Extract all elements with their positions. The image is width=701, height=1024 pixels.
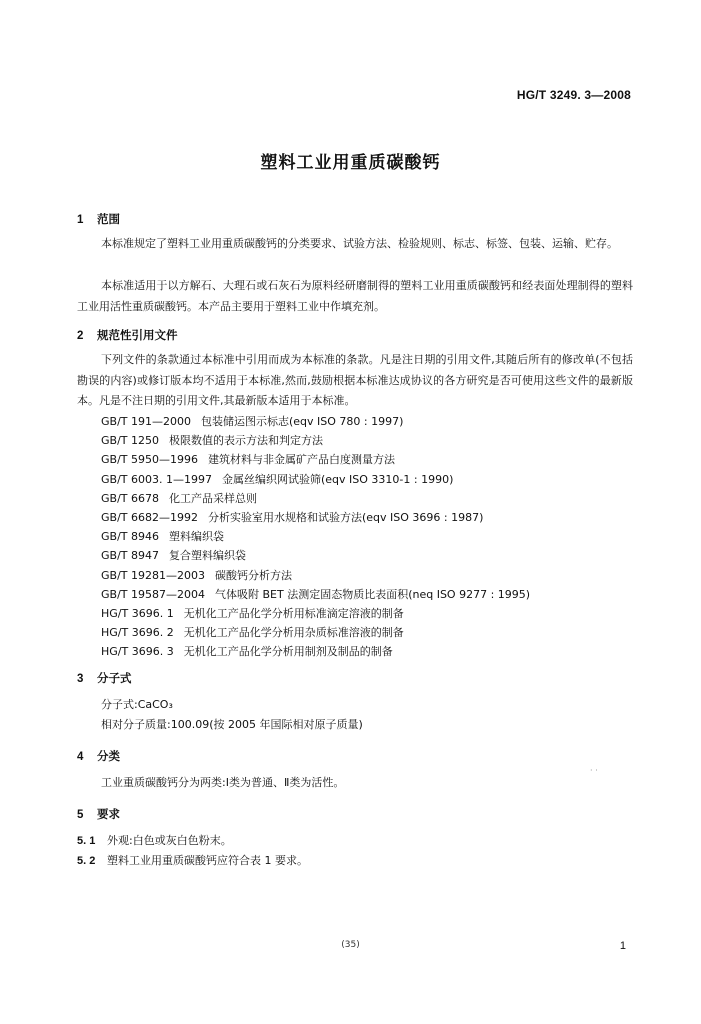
reference-item bbox=[101, 605, 404, 621]
molecular-formula: 分子式:CaCO₃ bbox=[101, 698, 173, 711]
reference-item bbox=[101, 471, 453, 487]
clause-text: 外观:白色或灰白色粉末。 bbox=[107, 834, 232, 847]
clause-number: 5. 1 bbox=[77, 835, 96, 847]
reference-code: HG/T 3696. 1 bbox=[101, 607, 174, 620]
page-number: 1 bbox=[619, 940, 626, 952]
section-1-paragraph-1: 本标准规定了塑料工业用重质碳酸钙的分类要求、试验方法、检验规则、标志、标签、包装、运输、贮存。 bbox=[101, 237, 618, 250]
reference-title: 塑料编织袋 bbox=[169, 530, 224, 544]
reference-title: 复合塑料编织袋 bbox=[169, 549, 246, 563]
reference-code: GB/T 1250 bbox=[101, 434, 159, 448]
reference-title: 金属丝编织网试验筛(eqv ISO 3310-1 : 1990) bbox=[221, 472, 454, 486]
reference-title: 化工产品采样总则 bbox=[169, 491, 257, 505]
reference-item bbox=[101, 624, 404, 640]
reference-item bbox=[101, 413, 403, 429]
reference-item bbox=[101, 528, 224, 544]
reference-item bbox=[101, 547, 246, 563]
reference-title: 建筑材料与非金属矿产品白度测量方法 bbox=[207, 453, 395, 467]
clause-number: 5. 2 bbox=[77, 855, 96, 867]
reference-title: 气体吸附 BET 法测定固态物质比表面积(neq ISO 9277 : 1995) bbox=[214, 587, 531, 601]
reference-code: GB/T 6678 bbox=[101, 491, 159, 505]
reference-title: 无机化工产品化学分析用杂质标准溶液的制备 bbox=[183, 626, 404, 640]
reference-title: 包装储运图示标志(eqv ISO 780 : 1997) bbox=[200, 415, 404, 428]
reference-code: GB/T 6003. 1—1997 bbox=[101, 472, 212, 486]
clause-5-2 bbox=[77, 852, 308, 868]
standard-code: HG/T 3249. 3—2008 bbox=[516, 88, 631, 102]
section-2-heading bbox=[77, 327, 178, 343]
section-5-heading bbox=[77, 806, 120, 822]
reference-title: 分析实验室用水规格和试验方法(eqv ISO 3696 : 1987) bbox=[207, 511, 484, 524]
reference-item bbox=[101, 490, 257, 506]
reference-code: GB/T 6682—1992 bbox=[101, 511, 198, 524]
section-number: 2 bbox=[77, 330, 84, 342]
reference-code: HG/T 3696. 2 bbox=[101, 626, 174, 640]
section-3-heading bbox=[77, 670, 132, 686]
section-4-heading bbox=[77, 748, 120, 764]
footer-print-mark: (35) bbox=[341, 940, 360, 950]
clause-5-1 bbox=[77, 832, 232, 848]
section-number: 3 bbox=[77, 673, 84, 685]
reference-code: GB/T 19281—2003 bbox=[101, 568, 205, 582]
reference-title: 碳酸钙分析方法 bbox=[214, 568, 292, 582]
clause-text: 塑料工业用重质碳酸钙应符合表 1 要求。 bbox=[107, 854, 308, 867]
reference-code: GB/T 5950—1996 bbox=[101, 453, 198, 467]
reference-code: GB/T 191—2000 bbox=[101, 415, 191, 428]
reference-code: HG/T 3696. 3 bbox=[101, 645, 174, 659]
reference-item bbox=[101, 567, 292, 583]
reference-item bbox=[101, 432, 323, 448]
reference-code: GB/T 8946 bbox=[101, 530, 159, 544]
section-number: 5 bbox=[77, 809, 84, 821]
section-title: 分子式 bbox=[97, 671, 132, 685]
reference-item bbox=[101, 451, 395, 467]
section-title: 规范性引用文件 bbox=[97, 328, 178, 342]
section-number: 4 bbox=[77, 751, 84, 763]
reference-title: 极限数值的表示方法和判定方法 bbox=[169, 434, 323, 448]
section-title: 分类 bbox=[97, 749, 120, 763]
reference-title: 无机化工产品化学分析用标准滴定溶液的制备 bbox=[183, 607, 404, 620]
classification-text: 工业重质碳酸钙分为两类:Ⅰ类为普通、Ⅱ类为活性。 bbox=[101, 776, 345, 789]
section-1-heading bbox=[77, 211, 120, 227]
reference-item bbox=[101, 509, 483, 525]
reference-title: 无机化工产品化学分析用制剂及制品的制备 bbox=[183, 645, 393, 659]
relative-molecular-mass: 相对分子质量:100.09(按 2005 年国际相对原子质量) bbox=[101, 718, 363, 731]
document-title: 塑料工业用重质碳酸钙 bbox=[260, 153, 441, 173]
reference-item bbox=[101, 586, 530, 602]
reference-code: GB/T 19587—2004 bbox=[101, 587, 205, 601]
section-2-intro: 下列文件的条款通过本标准中引用而成为本标准的条款。凡是注日期的引用文件,其随后所有的修改单(不包括勘误的内容)或修订版本均不适用于本标准,然而,鼓励根据本标准达成协议的各方研究是否可使用这些文件的最新版本。凡是不注日期的引用文件,其最新版本适用于本标准。 bbox=[77, 353, 633, 407]
section-title: 范围 bbox=[97, 212, 120, 226]
section-title: 要求 bbox=[97, 807, 120, 821]
reference-item bbox=[101, 643, 393, 659]
section-number: 1 bbox=[77, 214, 84, 226]
reference-code: GB/T 8947 bbox=[101, 549, 159, 563]
section-1-paragraph-2: 本标准适用于以方解石、大理石或石灰石为原料经研磨制得的塑料工业用重质碳酸钙和经表面处理制得的塑料工业用活性重质碳酸钙。本产品主要用于塑料工业中作填充剂。 bbox=[77, 279, 633, 313]
scan-speck: · · bbox=[590, 766, 598, 775]
